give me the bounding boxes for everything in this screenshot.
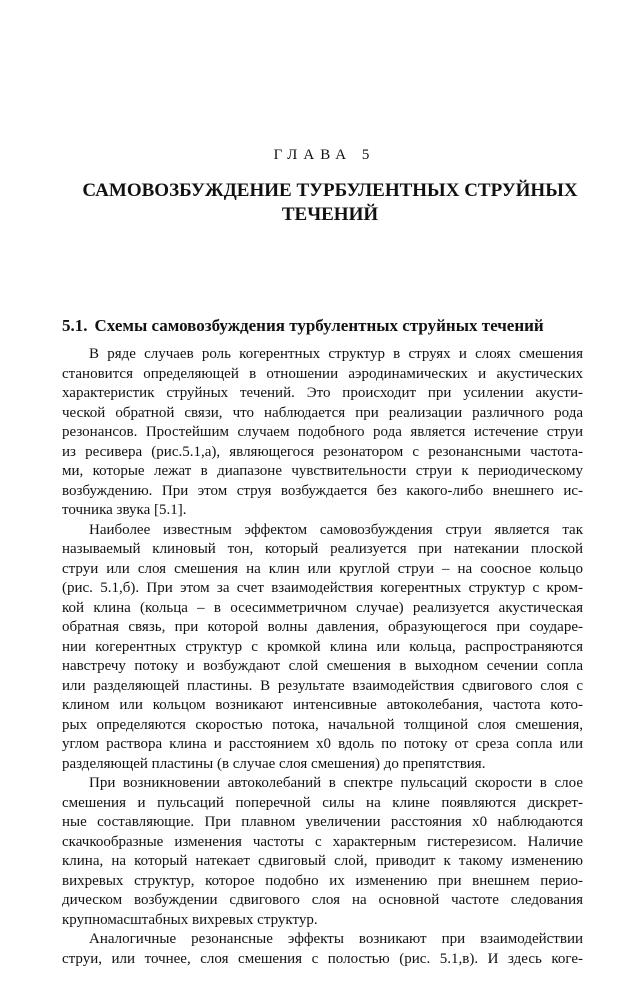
text-line: ми, которые лежат в диапазоне чувствительности струи к периодическому [62, 463, 583, 479]
text-line: клина, на который натекает сдвиговый слой, приводит к такому изменению [62, 853, 583, 869]
text-line: вихревых структур, которое подобно их изменению при внешнем перио- [62, 872, 583, 889]
section-number: 5.1. [62, 316, 88, 335]
text-line: Наиболее известным эффектом самовозбуждения струи является так [89, 521, 583, 538]
text-line: Аналогичные резонансные эффекты возникают при взаимодействии [89, 931, 583, 947]
text-line: становится определяющей в отношении аэродинамических и акустических [62, 365, 583, 382]
text-line: рых определяются скоростью потока, начальной толщиной слоя смешения, [62, 716, 583, 733]
text-line: дическом возбуждении сдвигового слоя на основной частоте следования [62, 892, 583, 908]
chapter-label: ГЛАВА 5 [273, 147, 376, 163]
text-line: или разделяющей пластины. В результате взаимодействия сдвигового слоя с [62, 677, 583, 694]
text-line: характеристик струйных течений. Это происходит при усилении акусти- [62, 385, 583, 401]
text-line: струи, или точнее, слоя смешения с полостью (рис. 5.1,в). И здесь коге- [62, 950, 583, 967]
text-line: называемый клиновый тон, который реализуется при натекании плоской [62, 541, 583, 557]
text-line: При возникновении автоколебаний в спектре пульсаций скорости в слое [89, 775, 583, 791]
text-line: точника звука [5.1]. [62, 502, 187, 518]
text-line: смешения и пульсаций поперечной силы на клине появляются дискрет- [62, 794, 583, 811]
body-text [62, 345, 583, 969]
section-title: Схемы самовозбуждения турбулентных струйных течений [94, 316, 544, 335]
text-line: скачкообразные изменения частоты с характерным гистерезисом. Наличие [62, 833, 583, 850]
text-line: углом раствора клина и расстоянием x0 вдоль по потоку от среза сопла или [62, 736, 583, 752]
text-line: обратная связь, при которой волны давления, образующегося при соударе- [62, 619, 583, 635]
chapter-title-line: САМОВОЗБУЖДЕНИЕ ТУРБУЛЕНТНЫХ СТРУЙНЫХ [82, 180, 578, 201]
paragraph [62, 345, 583, 521]
chapter-title-line: ТЕЧЕНИЙ [281, 204, 379, 225]
text-line: кой клина (кольца – в осесимметричном случае) реализуется акустическая [62, 599, 583, 616]
text-line: нии когерентных структур с кромкой клина или кольца, распространяются [62, 638, 583, 655]
text-line: резонансов. Простейшим случаем подобного рода является истечение струи [62, 424, 583, 440]
text-line: навстречу потоку и возбуждают слой смешения в выходном сечении сопла [62, 658, 583, 674]
text-line: крупномасштабных вихревых структур. [62, 911, 318, 928]
chapter-title [60, 179, 600, 227]
section-heading [62, 315, 582, 337]
text-line: (рис. 5.1,б). При этом за счет взаимодействия когерентных структур с кром- [62, 580, 583, 596]
text-line: разделяющей пластины (в случае слоя смешения) до препятствия. [62, 755, 486, 772]
text-line: возбуждению. При этом струя возбуждается без какого-либо внешнего ис- [62, 482, 583, 499]
paragraph [62, 774, 583, 930]
paragraph [62, 521, 583, 775]
text-line: струи или слоя смешения на клин или круглой струи – на соосное кольцо [62, 560, 583, 577]
text-line: ные составляющие. При плавном увеличении расстояния x0 наблюдаются [62, 814, 583, 830]
paragraph [62, 930, 583, 969]
text-line: клином или кольцом возникают интенсивные автоколебания, частота кото- [62, 697, 583, 713]
text-line: из ресивера (рис.5.1,а), являющегося резонатором с резонансными частота- [62, 443, 583, 460]
text-line: ческой обратной связи, что наблюдается при реализации различного рода [62, 404, 583, 421]
text-line: В ряде случаев роль когерентных структур в струях и слоях смешения [89, 346, 583, 362]
